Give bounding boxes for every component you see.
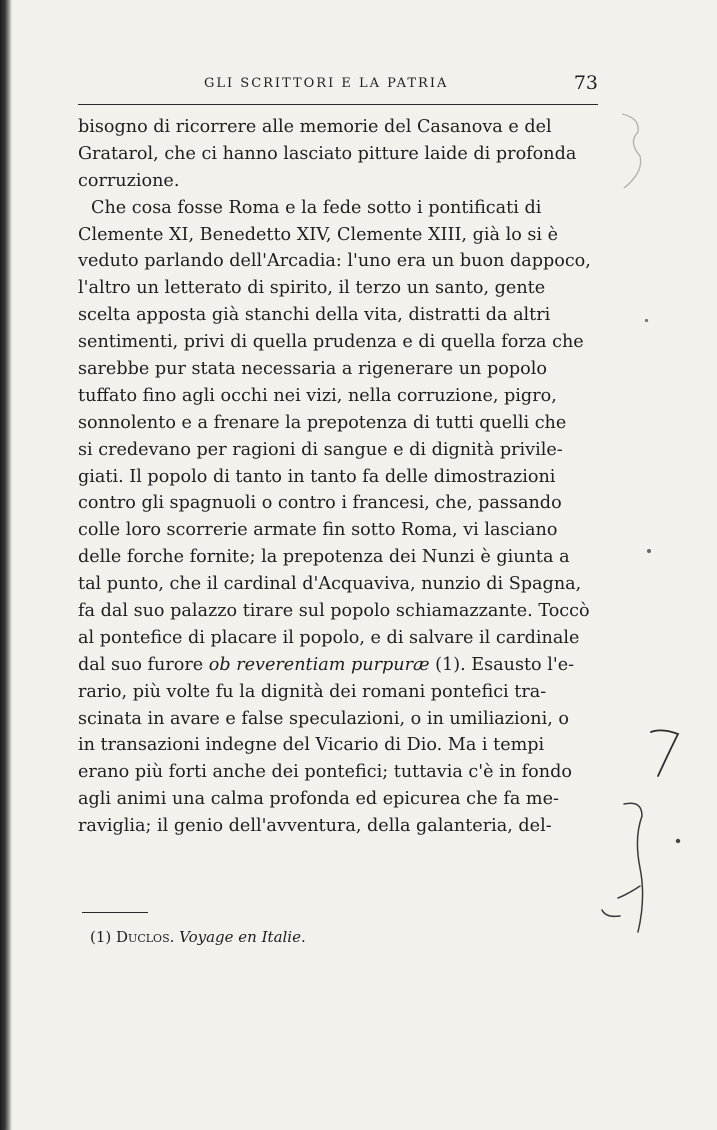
text-line: in transazioni indegne del Vicario di Dio. Ma i tempi: [78, 735, 545, 756]
text-line: giati. Il popolo di tanto in tanto fa delle dimostrazioni: [78, 466, 556, 487]
footnote-rule: [82, 912, 148, 913]
page-number: 73: [573, 72, 598, 94]
text-segment: dal suo furore: [78, 654, 209, 675]
text-line: contro gli spagnuoli o contro i francesi, che, passando: [78, 493, 562, 514]
handwritten-seven: [648, 724, 684, 780]
text-line: tuffato fino agli occhi nei vizi, nella corruzione, pigro,: [78, 385, 557, 406]
text-line: bisogno di ricorrere alle memorie del Casanova e del: [78, 117, 552, 137]
text-line: al pontefice di placare il popolo, e di salvare il cardinale: [78, 627, 580, 648]
margin-dot: [646, 548, 652, 554]
page-binding-edge: [0, 0, 12, 1130]
text-line: fa dal suo palazzo tirare sul popolo schiamazzante. Toccò: [78, 601, 590, 622]
text-segment: (1). Esausto l'e-: [429, 654, 575, 675]
text-line: tal punto, che il cardinal d'Acquaviva, nunzio di Spagna,: [78, 574, 582, 595]
margin-dot: [675, 838, 681, 844]
text-line: delle forche fornite; la prepotenza dei Nunzi è giunta a: [78, 547, 570, 568]
text-line: erano più forti anche dei pontefici; tuttavia c'è in fondo: [78, 762, 572, 783]
text-line: l'altro un letterato di spirito, il terzo un santo, gente: [78, 278, 546, 299]
margin-bracket-top: [618, 112, 658, 192]
latin-phrase: ob reverentiam purpuræ: [208, 654, 430, 675]
text-line: corruzione.: [78, 170, 180, 191]
page-header: [78, 72, 598, 98]
margin-dot: [644, 318, 649, 323]
body-text: [78, 114, 614, 840]
header-rule: [78, 104, 598, 105]
text-line: scinata in avare e false speculazioni, o in umiliazioni, o: [78, 708, 570, 729]
text-line: Che cosa fosse Roma e la fede sotto i pontificati di: [91, 197, 542, 218]
running-title: GLI SCRITTORI E LA PATRIA: [204, 76, 449, 91]
margin-bracket: [600, 798, 660, 938]
text-line: agli animi una calma profonda ed epicurea che fa me-: [78, 789, 559, 810]
text-line: sentimenti, privi di quella prudenza e di quella forza che: [78, 332, 584, 353]
text-line: scelta apposta già stanchi della vita, distratti da altri: [78, 305, 551, 326]
footnote-title: Voyage en Italie.: [179, 928, 306, 946]
text-line: Clemente XI, Benedetto XIV, Clemente XIII, già lo si è: [78, 224, 559, 245]
footnote-marker: (1): [90, 928, 112, 946]
text-line: raviglia; il genio dell'avventura, della galanteria, del-: [78, 816, 552, 837]
footnote-author: Duclos.: [116, 928, 175, 946]
text-line: colle loro scorrerie armate fin sotto Roma, vi lasciano: [78, 520, 558, 541]
text-line: rario, più volte fu la dignità dei romani pontefici tra-: [78, 681, 547, 702]
text-line: veduto parlando dell'Arcadia: l'uno era un buon dappoco,: [78, 251, 591, 272]
text-line: si credevano per ragioni di sangue e di dignità privile-: [78, 439, 563, 460]
text-line: sonnolento e a frenare la prepotenza di tutti quelli che: [78, 412, 567, 433]
text-line: Gratarol, che ci hanno lasciato pitture laide di profonda: [78, 143, 577, 164]
text-line: [78, 652, 614, 679]
footnote: [90, 928, 306, 946]
text-line: sarebbe pur stata necessaria a rigenerare un popolo: [78, 359, 547, 380]
